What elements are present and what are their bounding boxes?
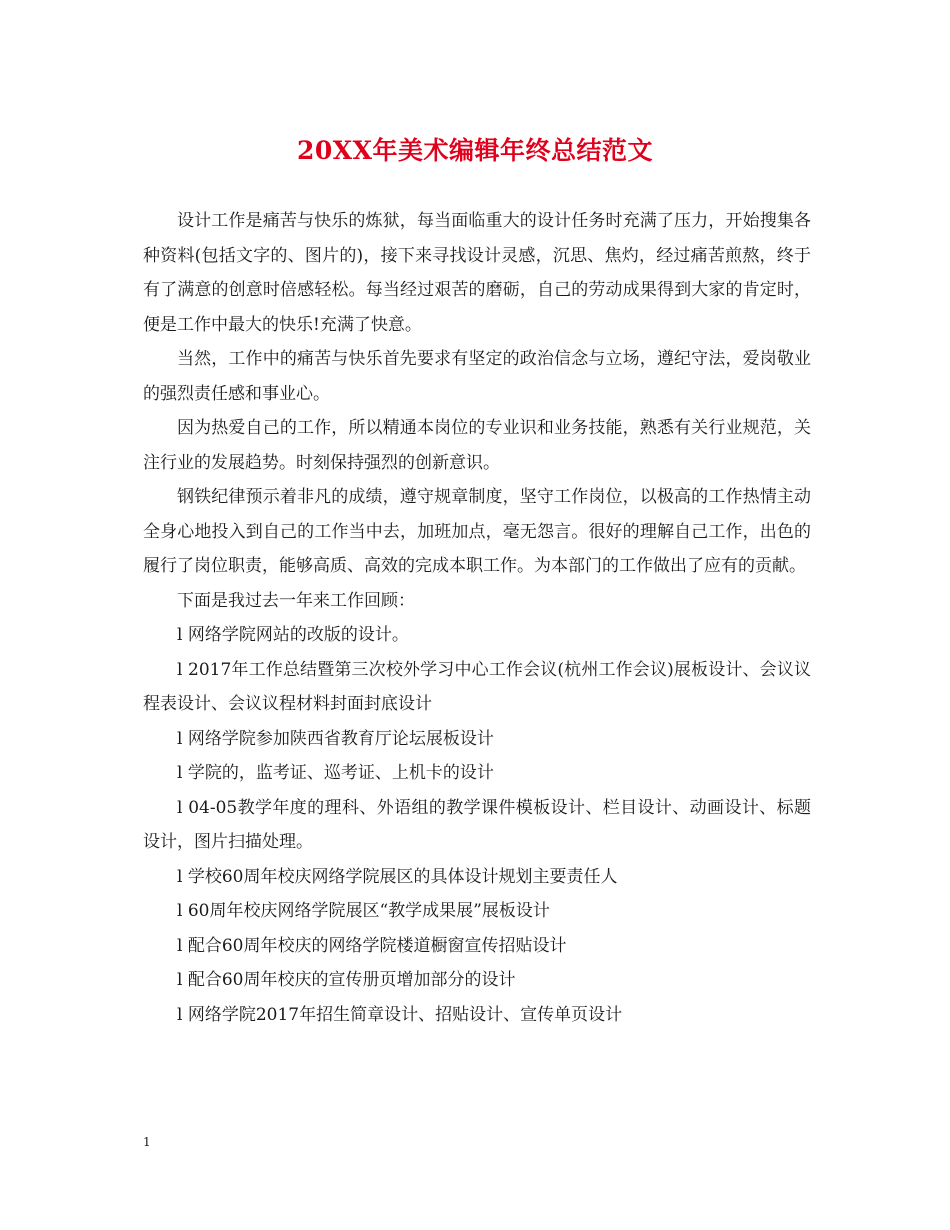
- document-body: [143, 204, 811, 1032]
- list-item: l 网络学院2017年招生简章设计、招贴设计、宣传单页设计: [177, 1004, 623, 1025]
- paragraph: 当然，工作中的痛苦与快乐首先要求有坚定的政治信念与立场，遵纪守法，爱岗敬业的强烈责任感和事业心。: [143, 349, 811, 404]
- paragraph: 下面是我过去一年来工作回顾：: [177, 590, 415, 611]
- list-item: l 网络学院参加陕西省教育厅论坛展板设计: [177, 728, 494, 749]
- list-item: l 学院的，监考证、巡考证、上机卡的设计: [177, 763, 494, 783]
- list-item: l 配合60周年校庆的网络学院楼道橱窗宣传招贴设计: [177, 935, 567, 956]
- list-item: l 学校60周年校庆网络学院展区的具体设计规划主要责任人: [177, 866, 618, 887]
- document-title: 20XX年美术编辑年终总结范文: [296, 136, 654, 165]
- list-item: l 网络学院网站的改版的设计。: [177, 625, 409, 645]
- paragraph: 因为热爱自己的工作，所以精通本岗位的专业识和业务技能，熟悉有关行业规范，关注行业的发展趋势。时刻保持强烈的创新意识。: [143, 418, 811, 473]
- list-item: l 04-05教学年度的理科、外语组的教学课件模板设计、栏目设计、动画设计、标题设计，图片扫描处理。: [143, 797, 811, 852]
- paragraph: 钢铁纪律预示着非凡的成绩，遵守规章制度，坚守工作岗位，以极高的工作热情主动全身心地投入到自己的工作当中去，加班加点，毫无怨言。很好的理解自己工作，出色的履行了岗位职责，能够高质、高效的完成本职工作。为本部门的工作做出了应有的贡献。: [143, 487, 811, 576]
- list-item: l 60周年校庆网络学院展区“教学成果展”展板设计: [177, 901, 550, 921]
- paragraph: 设计工作是痛苦与快乐的炼狱，每当面临重大的设计任务时充满了压力，开始搜集各种资料(包括文字的、图片的)，接下来寻找设计灵感，沉思、焦灼，经过痛苦煎熬，终于有了满意的创意时倍感轻松。每当经过艰苦的磨砺，自己的劳动成果得到大家的肯定时，便是工作中最大的快乐!充满了快意。: [143, 211, 811, 335]
- list-item: l 2017年工作总结暨第三次校外学习中心工作会议(杭州工作会议)展板设计、会议议程表设计、会议议程材料封面封底设计: [143, 659, 811, 714]
- page-number: 1: [143, 1135, 151, 1149]
- list-item: l 配合60周年校庆的宣传册页增加部分的设计: [177, 970, 516, 990]
